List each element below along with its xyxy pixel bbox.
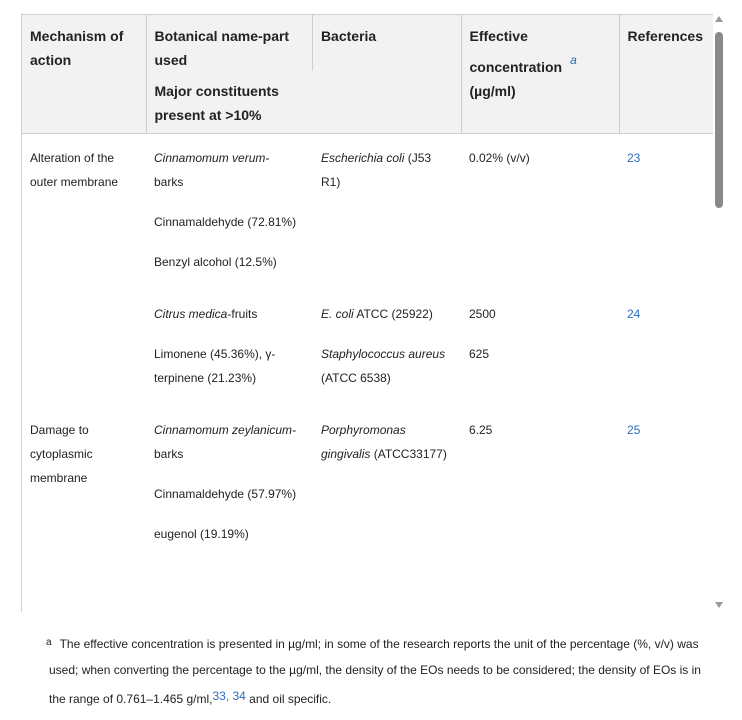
header-effective-unit: (µg/ml) (469, 83, 516, 99)
constituent: Benzyl alcohol (12.5%) (154, 255, 277, 269)
reference-link[interactable]: 25 (627, 423, 641, 437)
cell-reference (619, 134, 713, 275)
constituent: Limonene (45.36%), γ-terpinene (21.23%) (154, 347, 276, 385)
mechanisms-table (22, 14, 713, 546)
vertical-scrollbar[interactable] (713, 16, 725, 612)
cell-reference (619, 274, 713, 390)
botanical-name: Cinnamomum verum- (154, 151, 270, 165)
botanical-part: barks (154, 447, 184, 461)
cell-botanical (146, 274, 313, 390)
header-botanical-bacteria (146, 15, 461, 134)
botanical-name: Citrus medica (154, 307, 228, 321)
cell-botanical (146, 134, 313, 275)
header-botanical: Botanical name-part used (147, 15, 313, 71)
constituent: Cinnamaldehyde (72.81%) (154, 215, 297, 229)
scroll-down-arrow-icon[interactable] (715, 602, 723, 608)
concentration-value: 2500 (469, 307, 496, 321)
reference-link[interactable]: 24 (627, 307, 641, 321)
botanical-part: barks (154, 175, 184, 189)
cell-bacteria (313, 390, 461, 546)
header-effective-concentration (461, 15, 619, 134)
constituent: Cinnamaldehyde (57.97%) (154, 487, 297, 501)
bacteria-strain: (ATCC33177) (373, 447, 447, 461)
cell-bacteria (313, 274, 461, 390)
cell-concentration: 0.02% (v/v) (469, 151, 530, 165)
bacteria-strain: (J53 R1) (321, 151, 432, 189)
table-row (22, 390, 713, 546)
botanical-part: -fruits (227, 307, 258, 321)
cell-bacteria (313, 134, 461, 275)
concentration-value: 625 (469, 347, 490, 361)
cell-concentration: 6.25 (469, 423, 493, 437)
footnote-a-link[interactable]: a (570, 53, 577, 67)
header-mechanism: Mechanism of action (22, 15, 146, 134)
bacteria-strain: (ATCC 6538) (321, 371, 391, 385)
bacteria-name: Staphylococcus aureus (321, 347, 446, 361)
footnote-tail: and oil specific. (245, 692, 332, 706)
bacteria-strain: ATCC (25922) (356, 307, 433, 321)
footnote-mark: a (46, 637, 52, 648)
header-bacteria: Bacteria (320, 28, 377, 44)
header-effective-label: Effective concentration (469, 28, 563, 75)
cell-mechanism: Alteration of the outer membrane (30, 151, 119, 189)
scrollbar-thumb[interactable] (715, 32, 723, 208)
footnote-ref-separator: , (225, 689, 233, 703)
botanical-name: Cinnamomum zeylanicum- (154, 423, 297, 437)
bacteria-name: E. coli (321, 307, 354, 321)
constituent: eugenol (19.19%) (154, 527, 249, 541)
footnote-ref-link[interactable]: 34 (232, 689, 246, 703)
cell-mechanism: Damage to cytoplasmic membrane (30, 423, 93, 485)
table-scroll-container[interactable] (21, 14, 713, 612)
footnote-text: The effective concentration is presented in µg/ml; in some of the research reports the unit of the percentage (%, v/v) was used; when converting the percentage to the µg/ml, the density of the EOs needs to be considered; the density of EOs is in the range of 0.761–1.465 g/ml, (49, 637, 701, 706)
table-row (22, 134, 713, 275)
cell-reference (619, 390, 713, 546)
scroll-up-arrow-icon[interactable] (715, 16, 723, 22)
reference-link[interactable]: 23 (627, 151, 641, 165)
bacteria-name: Escherichia coli (321, 151, 405, 165)
bacteria-name: Porphyromonas gingivalis (321, 423, 406, 461)
table-footnote (46, 630, 709, 712)
header-constituents: Major constituents present at >10% (154, 83, 279, 123)
table-header-row (22, 15, 713, 134)
header-references: References (619, 15, 713, 134)
cell-concentration (461, 274, 619, 390)
footnote-ref-link[interactable]: 33 (212, 689, 226, 703)
cell-botanical (146, 390, 313, 546)
